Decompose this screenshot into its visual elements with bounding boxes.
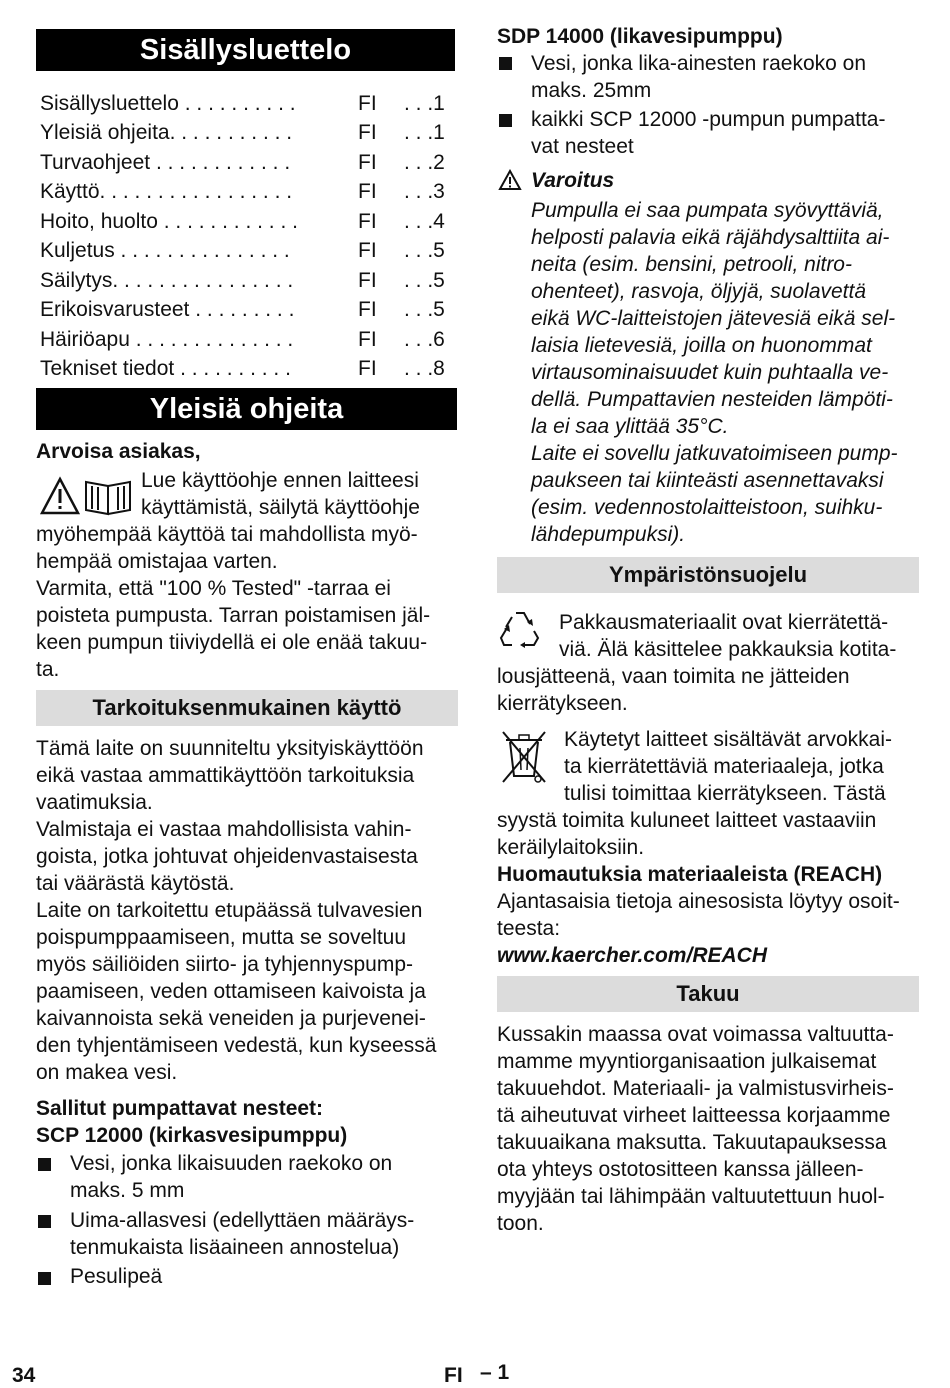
toc-item[interactable] [40,177,452,206]
toc-lang: FI [358,298,377,321]
text-line: dellä. Pumpattavien nesteiden lämpöti- [531,388,893,411]
text-line: eikä WC-laitteistojen jätevesiä eikä sel- [531,307,896,330]
text-line: Valmistaja ei vastaa mahdollisista vahin- [36,818,412,841]
bullet-icon [38,1215,51,1228]
allowed-liquids-title: Sallitut pumpattavat nesteet: [36,1097,324,1120]
toc-item[interactable] [40,295,452,324]
toc-page: . . .5 [404,269,445,292]
toc-lang: FI [358,269,377,292]
toc-item[interactable] [40,118,452,147]
scp-item-line: Uima-allasvesi (edellyttäen määräys- [70,1209,415,1232]
text-line: mamme myyntiorganisaation julkaisemat [497,1050,877,1073]
text-line: den tyhjentämiseen vedestä, kun kyseessä [36,1034,437,1057]
text-line: laisia lietevesiä, joilla on huonommat [531,334,872,357]
text-line: ota yhteys ostotositteen kanssa jälleen- [497,1158,864,1181]
text-line: helposti palavia eikä räjähdysalttiita ai- [531,226,890,249]
manual-text-line: myöhempää käyttöä tai mahdollista myö- [36,523,418,546]
toc-item-label: Sisällysluettelo [40,92,179,115]
text-line: Laite on tarkoitettu etupäässä tulvavesien [36,899,423,922]
read-manual-icons [40,476,132,516]
text-line: virtausominaisuudet kuin puhtaalla ve- [531,361,889,384]
text-line: eikä vastaa ammattikäyttöön tarkoituksia [36,764,415,787]
text-line: Pumpulla ei saa pumpata syövyttäviä, [531,199,884,222]
toc-dots: . . . . . . . . . . . [169,121,293,144]
toc-lang: FI [358,151,377,174]
text-line: lähdepumpuksi). [531,523,686,546]
tested-text-line: ta. [36,658,60,681]
text-line: kaivannoista sekä veneiden ja purjevenei- [36,1007,426,1030]
text-line: la ei saa ylittää 35°C. [531,415,729,438]
text-line: neita (esim. bensini, petrooli, nitro- [531,253,852,276]
reach-link[interactable]: www.kaercher.com/REACH [497,944,767,967]
toc-lang: FI [358,239,377,262]
packaging-line: viä. Älä käsittelee pakkauksia kotita- [559,638,897,661]
toc-title: Sisällysluettelo [36,29,455,71]
toc-item-label: Turvaohjeet [40,151,151,174]
toc-page: . . .1 [404,121,445,144]
intended-use-title: Tarkoituksenmukainen käyttö [36,690,458,726]
toc-item-label: Erikoisvarusteet [40,298,190,321]
toc-item[interactable] [40,266,452,295]
text-line: Tämä laite on suunniteltu yksityiskäyttöön [36,737,424,760]
warning-manual-icon [40,476,132,516]
manual-text-line: käyttämistä, säilytä käyttöohje [141,496,420,519]
reach-line: Ajantasaisia tietoja ainesosista löytyy osoit- [497,890,900,913]
tested-text-line: keen pumpun tiiviydellä ei ole enää takuu- [36,631,428,654]
toc-item[interactable] [40,354,452,383]
toc-page: . . .6 [404,328,445,351]
bullet-icon [38,1158,51,1171]
toc-item-label: Kuljetus [40,239,115,262]
text-line: Laite ei sovellu jatkuvatoimiseen pump- [531,442,898,465]
bullet-icon [499,57,512,70]
tested-text-line: poisteta pumpusta. Tarran poistamisen jäl- [36,604,431,627]
text-line: ohenteet), rasvoja, öljyjä, suolavettä [531,280,867,303]
toc-page: . . .8 [404,357,445,380]
environment-title: Ympäristönsuojelu [497,557,919,593]
packaging-line: kierrätykseen. [497,692,628,715]
page-number: 34 [12,1364,36,1387]
packaging-line: lousjätteenä, vaan toimita ne jätteiden [497,665,850,688]
manual-text-line: Lue käyttöohje ennen laitteesi [141,469,419,492]
footer-page-ref: – 1 [480,1361,510,1384]
recycling-icon [498,607,542,651]
scp-item-line: maks. 5 mm [70,1179,185,1202]
scp-item-line: Vesi, jonka likaisuuden raekoko on [70,1152,393,1175]
manual-text-line: hempää omistajaa varten. [36,550,278,573]
devices-line: syystä toimita kuluneet laitteet vastaaviin [497,809,877,832]
toc-page: . . .2 [404,151,445,174]
text-line: goista, jotka johtuvat ohjeidenvastaisesta [36,845,418,868]
toc-item-label: Hoito, huolto [40,210,158,233]
toc-dots: . . . . . . . . . . [174,357,291,380]
toc-dots: . . . . . . . . . . . . [157,210,298,233]
toc-dots: . . . . . . . . . . . . [150,151,291,174]
text-line: takuuaikana maksutta. Takuutapauksessa [497,1131,887,1154]
greeting: Arvoisa asiakas, [36,440,201,463]
toc-lang: FI [358,357,377,380]
packaging-line: Pakkausmateriaalit ovat kierrätettä- [559,611,889,634]
text-line: (esim. vedennostolaitteistoon, suihku- [531,496,883,519]
toc-item-label: Käyttö [40,180,100,203]
toc-item-label: Yleisiä ohjeita [40,121,170,144]
devices-line: Käytetyt laitteet sisältävät arvokkai- [564,728,892,751]
text-line: tai väärästä käytöstä. [36,872,235,895]
sdp-item-line: Vesi, jonka lika-ainesten raekoko on [531,52,867,75]
toc-page: . . .4 [404,210,445,233]
toc-dots: . . . . . . . . . . . . . . [129,328,294,351]
warranty-title: Takuu [497,976,919,1012]
toc-item[interactable] [40,148,452,177]
toc-item-label: Säilytys [40,269,113,292]
toc-page: . . .5 [404,298,445,321]
toc-lang: FI [358,328,377,351]
text-line: toon. [497,1212,544,1235]
text-line: paamiseen, veden ottamiseen kaivoista ja [36,980,426,1003]
warning-title: Varoitus [531,169,615,192]
reach-line: teesta: [497,917,561,940]
devices-line: keräilylaitoksiin. [497,836,645,859]
toc-page: . . .5 [404,239,445,262]
text-line: myyjään tai lähimpään valtuutettuun huol- [497,1185,885,1208]
scp-item-line: Pesulipeä [70,1265,163,1288]
devices-line: ta kierrätettäviä materiaaleja, jotka [564,755,884,778]
reach-title: Huomautuksia materiaaleista (REACH) [497,863,883,886]
toc-item[interactable] [40,325,452,354]
text-line: poispumppaamiseen, mutta se soveltuu [36,926,407,949]
scp-item-line: tenmukaista lisäaineen annostelua) [70,1236,400,1259]
toc-item-label: Tekniset tiedot [40,357,175,380]
tested-text-line: Varmita, että "100 % Tested" -tarraa ei [36,577,391,600]
text-line: tä aiheutuvat virheet laitteessa korjaamme [497,1104,891,1127]
toc-item[interactable] [40,207,452,236]
warning-triangle-icon [498,169,522,191]
toc-dots: . . . . . . . . . . . . . . . . [112,269,294,292]
toc-lang: FI [358,180,377,203]
toc-dots: . . . . . . . . . . . . . . . [114,239,290,262]
toc-dots: . . . . . . . . . . . . . . . . . [99,180,293,203]
bullet-icon [38,1272,51,1285]
crossed-bin-icon [500,728,548,786]
toc-lang: FI [358,92,377,115]
text-line: paukseen tai kiinteästi asennettavaksi [531,469,884,492]
text-line: vaatimuksia. [36,791,153,814]
bullet-icon [499,114,512,127]
text-line: Kussakin maassa ovat voimassa valtuutta- [497,1023,894,1046]
sdp-item-line: kaikki SCP 12000 -pumpun pumpatta- [531,108,886,131]
toc-dots: . . . . . . . . . . [178,92,296,115]
toc-item[interactable] [40,89,452,118]
text-line: on makea vesi. [36,1061,178,1084]
sdp-item-line: maks. 25mm [531,79,652,102]
toc-lang: FI [358,121,377,144]
text-line: takuuehdot. Materiaali- ja valmistusvirheis- [497,1077,894,1100]
scp-title: SCP 12000 (kirkasvesipumppu) [36,1124,348,1147]
devices-line: tulisi toimittaa kierrätykseen. Tästä [564,782,886,805]
toc-item-label: Häiriöapu [40,328,130,351]
toc-dots: . . . . . . . . . [189,298,295,321]
text-line: myös säiliöiden siirto- ja tyhjennyspump- [36,953,413,976]
footer-lang: FI [444,1364,463,1387]
general-title: Yleisiä ohjeita [36,388,457,430]
toc-item[interactable] [40,236,452,265]
sdp-title: SDP 14000 (likavesipumppu) [497,25,783,48]
toc-page: . . .1 [404,92,445,115]
toc-lang: FI [358,210,377,233]
toc-page: . . .3 [404,180,445,203]
sdp-item-line: vat nesteet [531,135,634,158]
